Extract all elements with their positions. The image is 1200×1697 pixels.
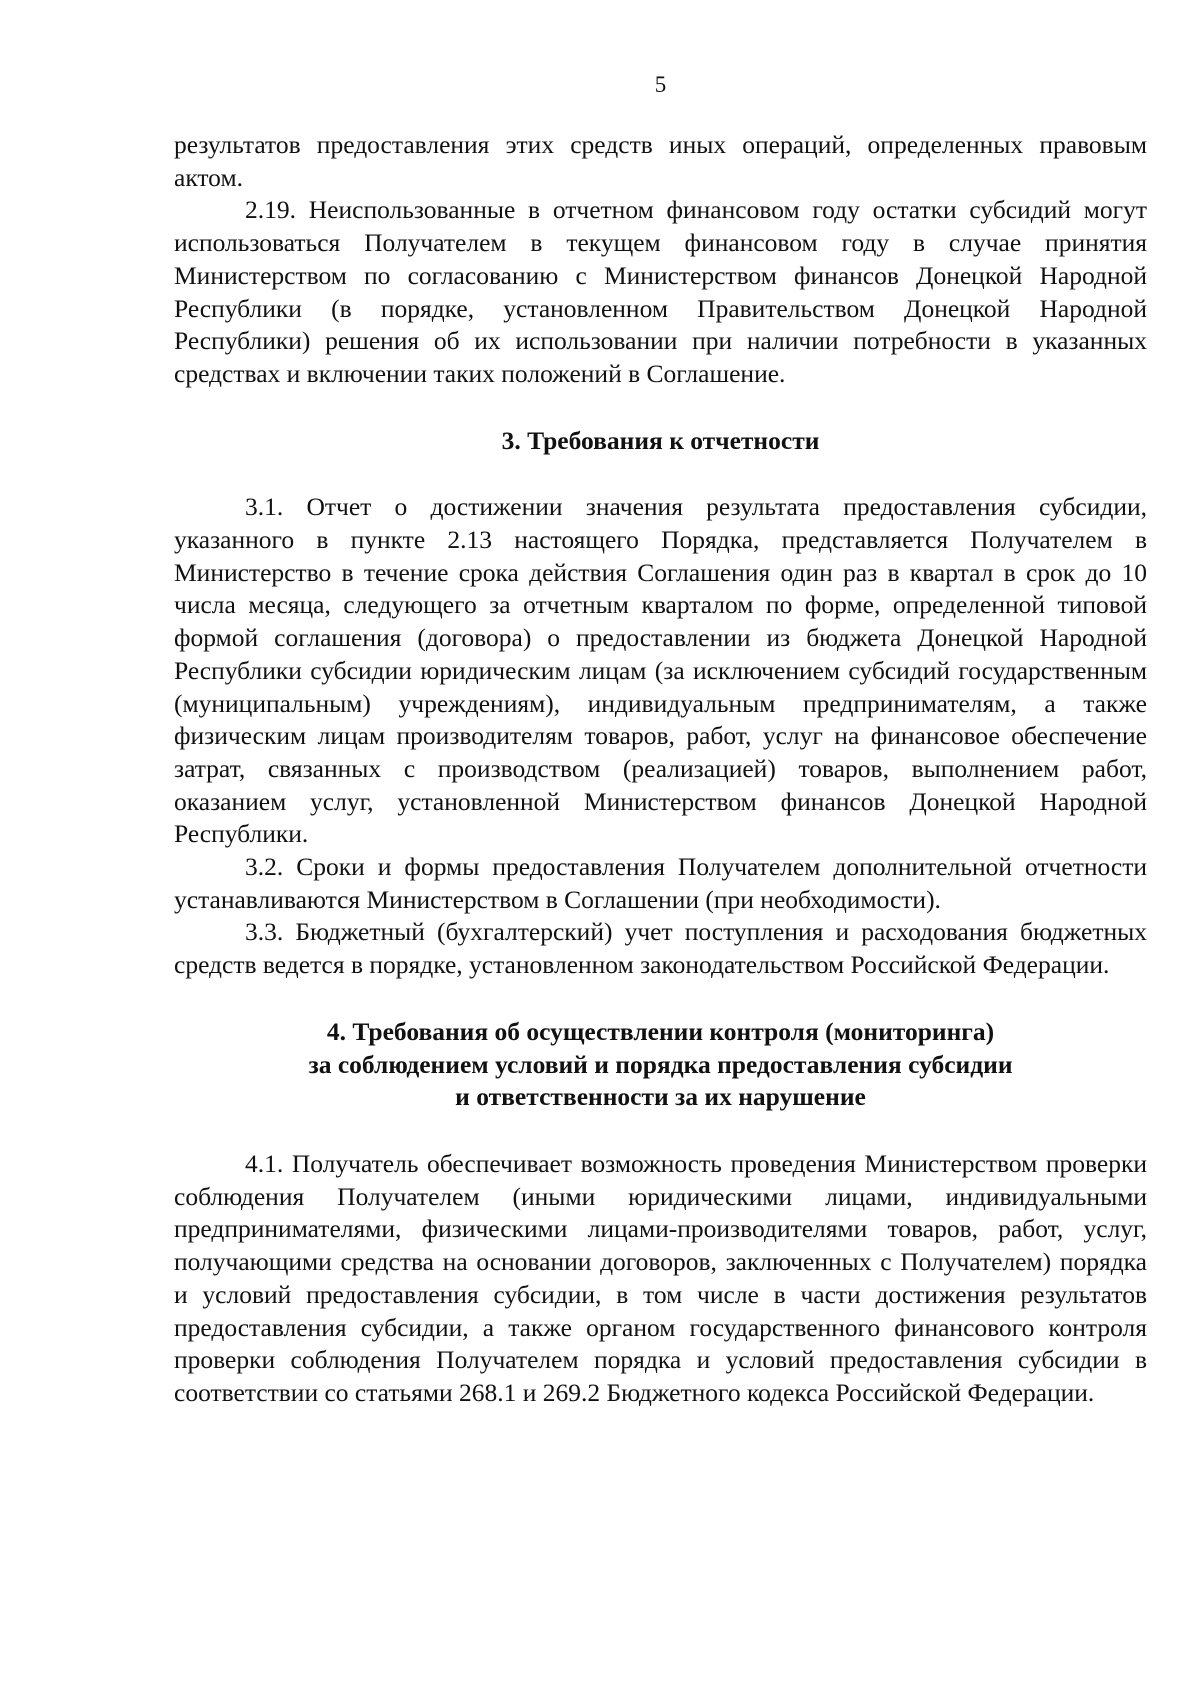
section-4-heading-line: за соблюдением условий и порядка предоставления субсидии: [308, 1049, 1013, 1079]
paragraph-3-3: 3.3. Бюджетный (бухгалтерский) учет поступления и расходования бюджетных средств ведется в порядке, установленном законодательством Российской Федерации.: [174, 917, 1147, 980]
section-4-heading-line: 4. Требования об осуществлении контроля (мониторинга): [326, 1016, 995, 1046]
section-4-heading: [174, 1016, 1147, 1114]
paragraph-continuation: результатов предоставления этих средств иных операций, определенных правовым актом.: [174, 130, 1147, 192]
page-number: 5: [654, 72, 667, 97]
paragraph-2-19: 2.19. Неиспользованные в отчетном финансовом году остатки субсидий могут использоваться Получателем в текущем финансовом году в случае принятия Министерством по согласованию с Министерством финансов Донецкой Народной Республики (в порядке, установленном Правительством Донецкой Народной Республики) решения об их использовании при наличии потребности в указанных средствах и включении таких положений в Соглашение.: [174, 195, 1147, 388]
paragraph-3-1: 3.1. Отчет о достижении значения результата предоставления субсидии, указанного в пункте 2.13 настоящего Порядка, представляется Получателем в Министерство в течение срока действия Соглашения один раз в квартал в срок до 10 числа месяца, следующего за отчетным кварталом по форме, определенной типовой формой соглашения (договора) о предоставлении из бюджета Донецкой Народной Республики субсидии юридическим лицам (за исключением субсидий государственным (муниципальным) учреждениям), индивидуальным предпринимателям, а также физическим лицам производителям товаров, работ, услуг на финансовое обеспечение затрат, связанных с производством (реализацией) товаров, выполнением работ, оказанием услуг, установленной Министерством финансов Донецкой Народной Республики.: [174, 492, 1147, 849]
section-3-heading: 3. Требования к отчетности: [501, 425, 820, 455]
section-4-heading-line: и ответственности за их нарушение: [455, 1082, 866, 1112]
document-body: [174, 129, 1147, 1410]
paragraph-3-2: 3.2. Сроки и формы предоставления Получателем дополнительной отчетности устанавливаются Министерством в Соглашении (при необходимости).: [174, 852, 1147, 914]
document-page: [174, 0, 1147, 1697]
paragraph-4-1: 4.1. Получатель обеспечивает возможность проведения Министерством проверки соблюдения Получателем (иными юридическими лицами, индивидуальными предпринимателями, физическими лицами-производителями товаров, работ, услуг, получающими средства на основании договоров, заключенных с Получателем) порядка и условий предоставления субсидии, в том числе в части достижения результатов предоставления субсидии, а также органом государственного финансового контроля проверки соблюдения Получателем порядка и условий предоставления субсидии в соответствии со статьями 268.1 и 269.2 Бюджетного кодекса Российской Федерации.: [174, 1148, 1147, 1407]
